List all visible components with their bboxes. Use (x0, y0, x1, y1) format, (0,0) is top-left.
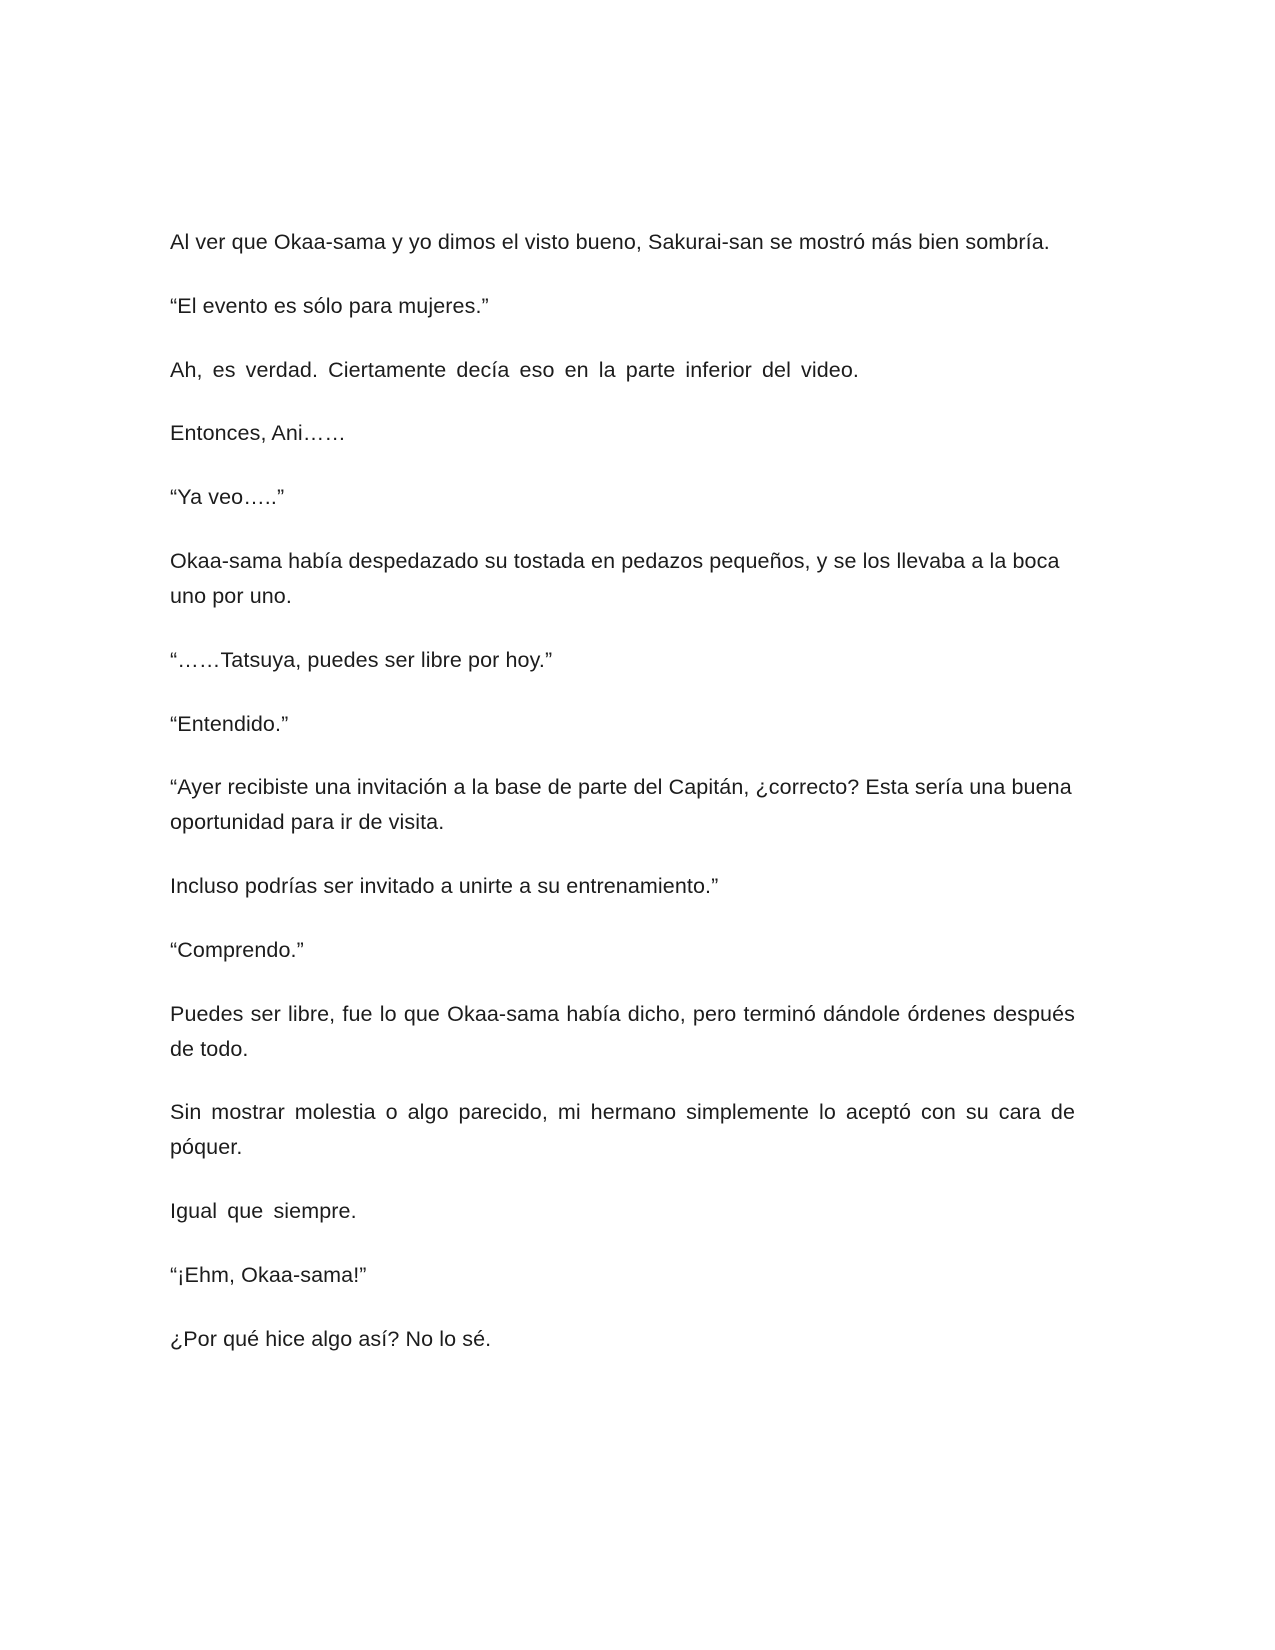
paragraph: “El evento es sólo para mujeres.” (170, 293, 489, 318)
paragraph: ¿Por qué hice algo así? No lo sé. (170, 1326, 492, 1351)
paragraph: “Entendido.” (170, 711, 289, 736)
paragraph: “Ayer recibiste una invitación a la base de parte del Capitán, ¿correcto? Esta sería una buena oportunidad para ir de visita. (170, 775, 1072, 835)
paragraph: Puedes ser libre, fue lo que Okaa-sama había dicho, pero terminó dándole órdenes después de todo. (170, 1001, 1075, 1061)
paragraph: Al ver que Okaa-sama y yo dimos el visto bueno, Sakurai-san se mostró más bien sombría. (170, 230, 1050, 254)
paragraph: Okaa-sama había despedazado su tostada en pedazos pequeños, y se los llevaba a la boca uno por uno. (170, 549, 1060, 608)
paragraph: Incluso podrías ser invitado a unirte a su entrenamiento.” (170, 874, 719, 899)
paragraph: “¡Ehm, Okaa-sama!” (170, 1262, 367, 1287)
paragraph: “Ya veo…..” (170, 485, 285, 510)
paragraph: “……Tatsuya, puedes ser libre por hoy.” (170, 647, 553, 672)
document-body (170, 225, 1075, 1357)
paragraph: Igual que siempre. (170, 1199, 357, 1224)
paragraph: Ah, es verdad. Ciertamente decía eso en la parte inferior del video. (170, 357, 859, 382)
paragraph: “Comprendo.” (170, 937, 304, 962)
paragraph: Entonces, Ani…… (170, 421, 346, 446)
paragraph: Sin mostrar molestia o algo parecido, mi hermano simplemente lo aceptó con su cara de póquer. (170, 1100, 1075, 1160)
